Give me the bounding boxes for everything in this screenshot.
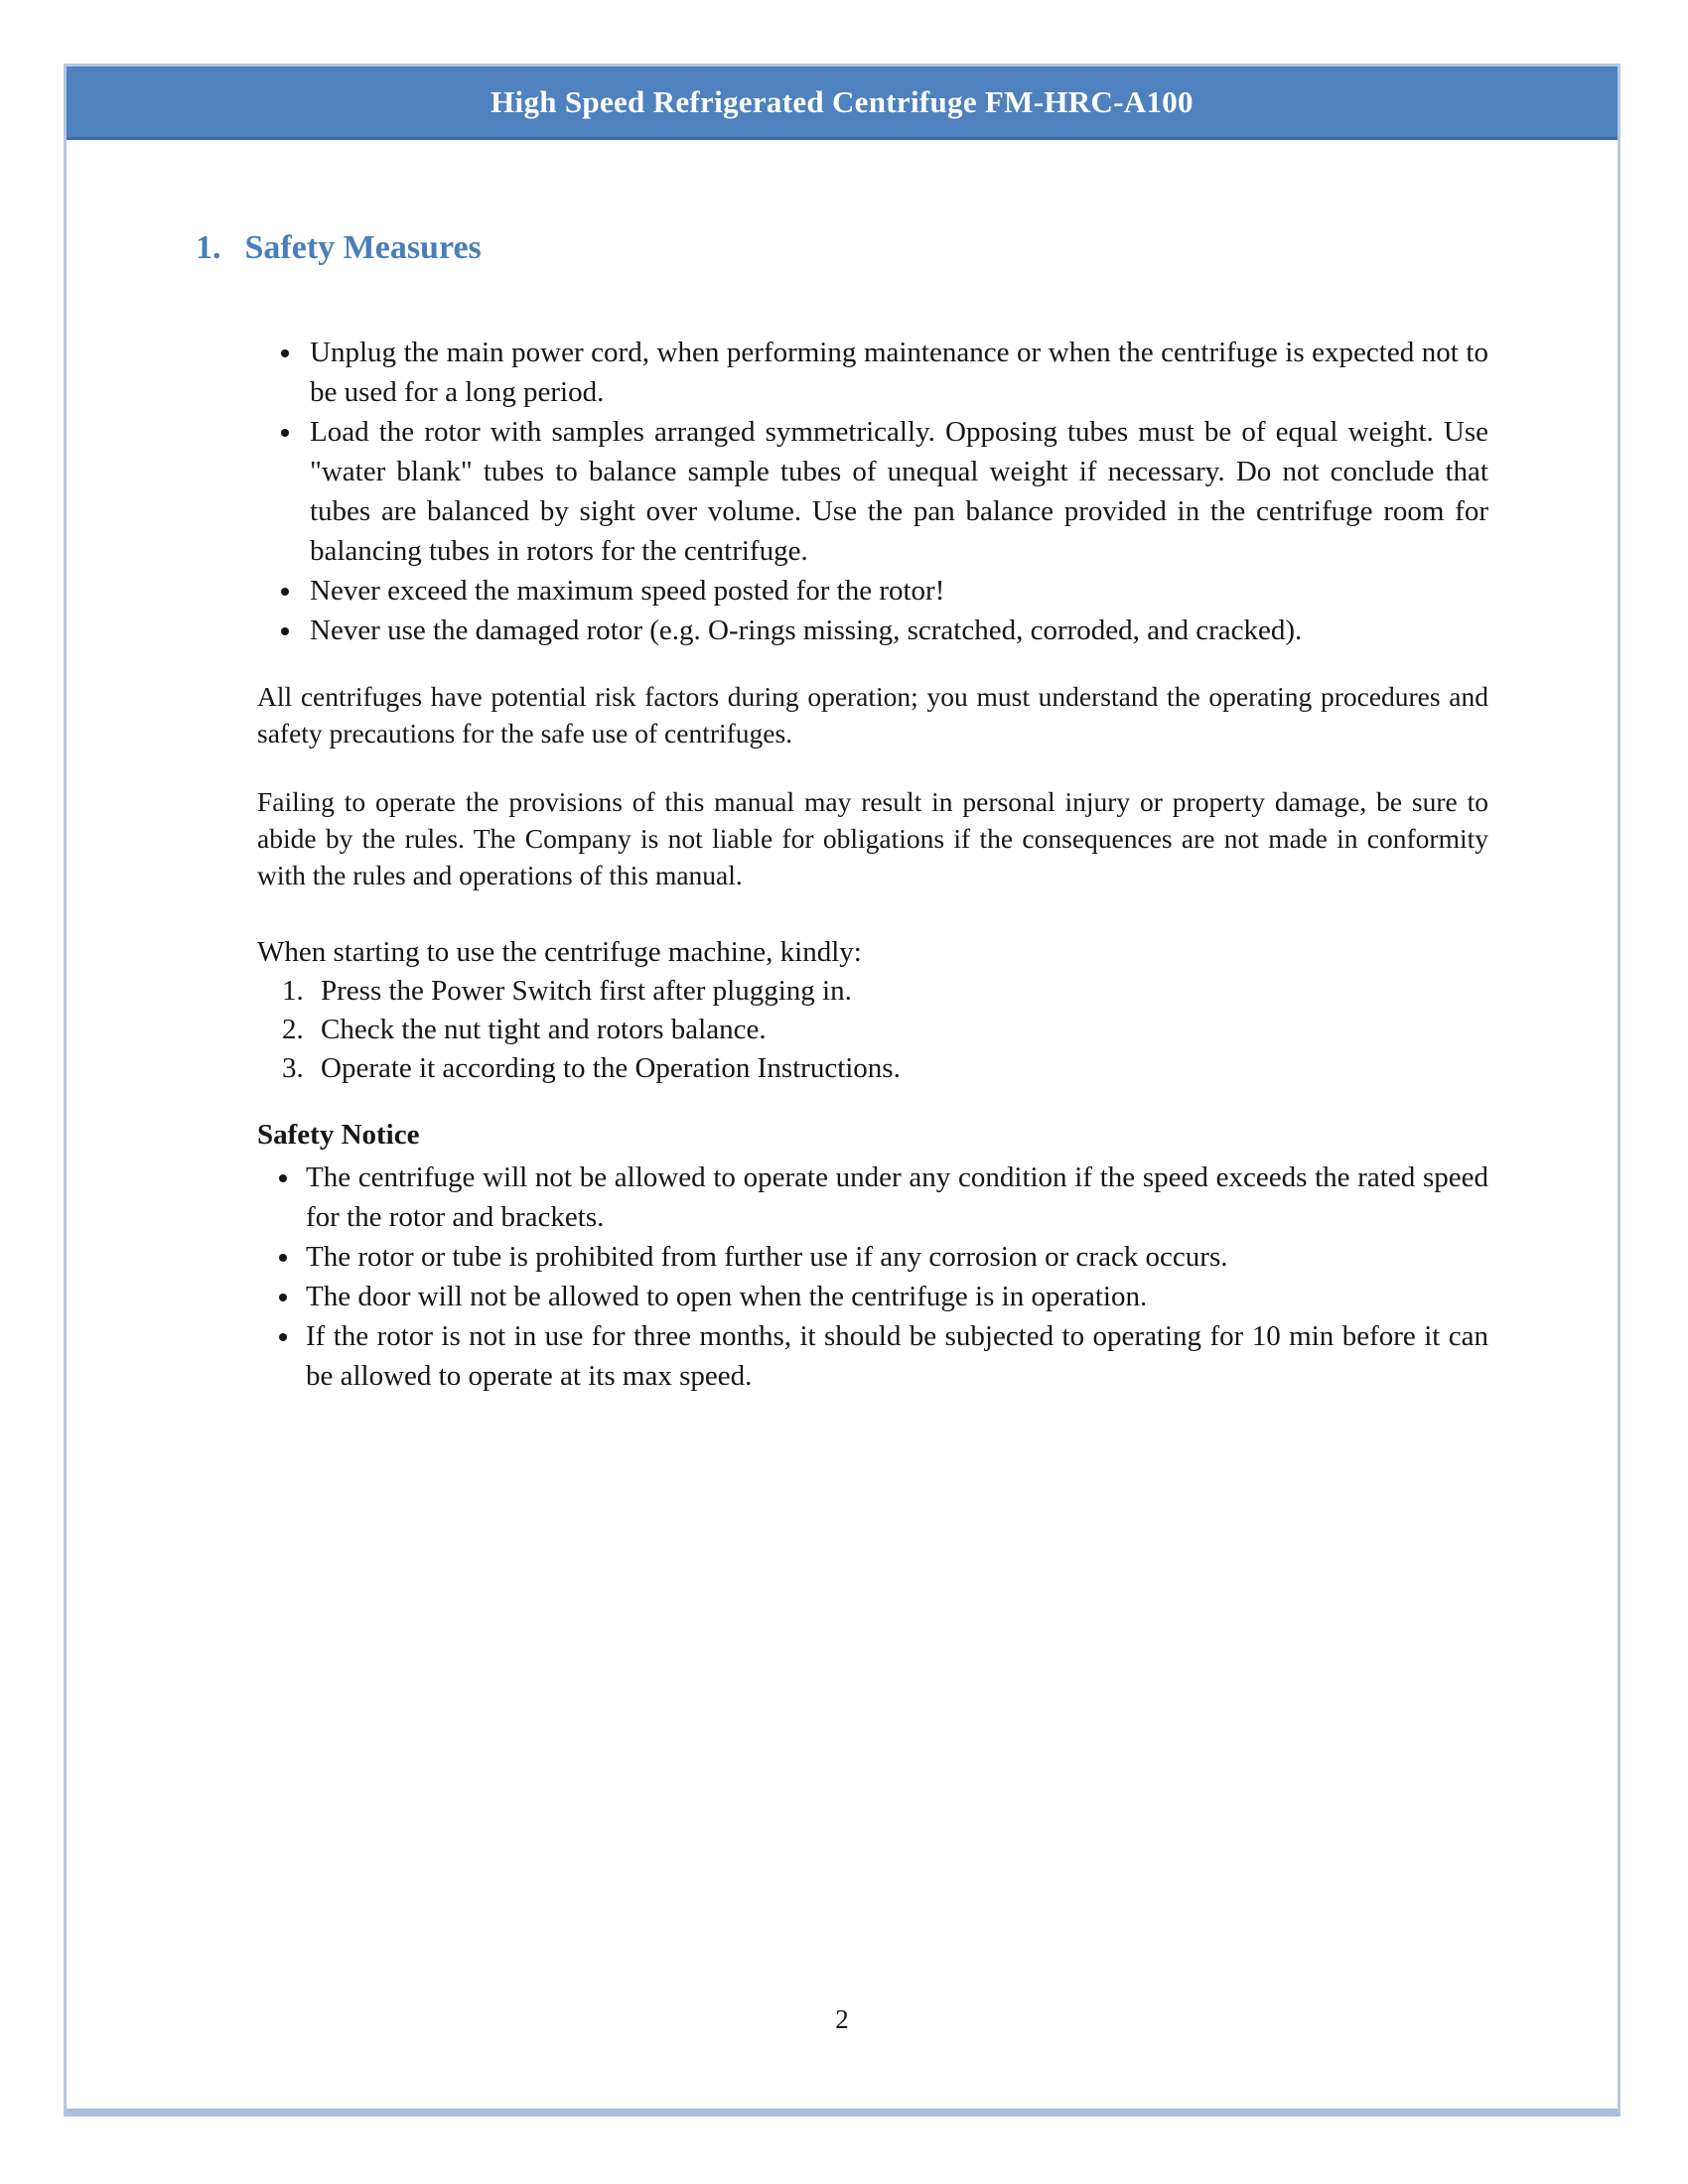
notice-item: • The centrifuge will not be allowed to operate under any condition if the speed exceeds the rated speed for the rotor and brackets. [302,1158,1488,1237]
bullet-item: • Load the rotor with samples arranged symmetrically. Opposing tubes must be of equal weight. Use "water blank" tubes to balance sample tubes of unequal weight if necessary. Do not conclude that tubes are balanced by sight over volume. Use the pan balance provided in the centrifuge room for balancing tubes in rotors for the centrifuge. [304,412,1488,571]
notice-item: • If the rotor is not in use for three months, it should be subjected to operating for 10 min before it can be allowed to operate at its max speed. [302,1316,1488,1396]
risk-paragraph: All centrifuges have potential risk factors during operation; you must understand the operating procedures and safety precautions for the safe use of centrifuges. [257,681,1488,749]
step-item: 3. Operate it according to the Operation Instructions. [311,1049,1488,1088]
document-page [64,64,1620,2116]
section-number: 1. [196,229,221,266]
step-item: 1. Press the Power Switch first after plugging in. [311,972,1488,1011]
safety-notice-list [196,1158,1488,1396]
startup-steps-list [196,972,1488,1088]
document-title: High Speed Refrigerated Centrifuge FM-HRC-A100 [491,83,1194,119]
bullet-item: • Never use the damaged rotor (e.g. O-rings missing, scratched, corroded, and cracked). [304,611,1488,650]
safety-notice-heading: Safety Notice [257,1119,420,1151]
safety-measures-list [196,333,1488,650]
bullet-item: • Unplug the main power cord, when performing maintenance or when the centrifuge is expected not to be used for a long period. [304,333,1488,412]
page-content [67,225,1618,1396]
liability-paragraph: Failing to operate the provisions of this manual may result in personal injury or property damage, be sure to abide by the rules. The Company is not liable for obligations if the consequences are not made in conformity with the rules and operations of this manual. [257,786,1488,890]
bullet-item: • Never exceed the maximum speed posted for the rotor! [304,571,1488,611]
section-title: Safety Measures [244,229,482,266]
notice-item: • The door will not be allowed to open when the centrifuge is in operation. [302,1277,1488,1316]
page-header-bar [67,67,1618,140]
startup-intro: When starting to use the centrifuge machine, kindly: [257,936,862,968]
step-item: 2. Check the nut tight and rotors balance. [311,1011,1488,1049]
page-number: 2 [835,2004,849,2034]
notice-item: • The rotor or tube is prohibited from further use if any corrosion or crack occurs. [302,1237,1488,1277]
section-heading [196,225,1488,271]
